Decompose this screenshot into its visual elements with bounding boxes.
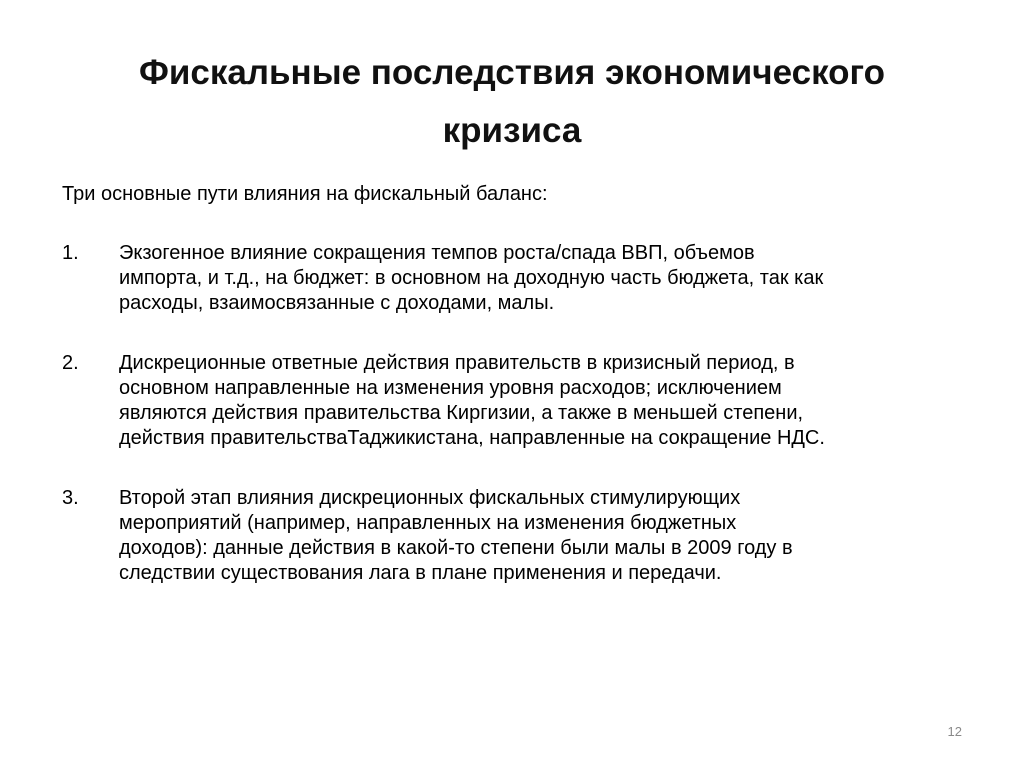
list-item-line: Дискреционные ответные действия правительств в кризисный период, в [119,352,795,374]
list-item-line: Экзогенное влияние сокращения темпов роста/спада ВВП, объемов [119,242,755,264]
list-item-line: следствии существования лага в плане применения и передачи. [119,562,722,584]
slide-title-line-2: кризиса [442,111,582,150]
list-item-line: основном направленные на изменения уровня расходов; исключением [119,377,782,399]
slide-body [62,182,962,621]
slide-title-line-1: Фискальные последствия экономического [138,53,886,92]
list-item-line: действия правительстваТаджикистана, направленные на сокращение НДС. [119,427,825,449]
list-item-3 [62,486,962,586]
list-item-line: мероприятий (например, направленных на изменения бюджетных [119,512,737,534]
list-item-line: являются действия правительства Киргизии, а также в меньшей степени, [119,402,804,424]
list-item-line: Второй этап влияния дискреционных фискальных стимулирующих [119,487,741,509]
list-item-number: 3. [62,487,79,509]
list-item-number: 2. [62,352,79,374]
list-item-2 [62,351,962,451]
list-item-text [119,351,962,451]
list-item-number: 1. [62,242,79,264]
intro-text: Три основные пути влияния на фискальный баланс: [62,183,548,205]
list-item-1 [62,241,962,316]
page-number: 12 [947,724,962,739]
slide-title [60,44,964,160]
list-item-line: доходов): данные действия в какой-то степени были малы в 2009 году в [119,537,793,559]
numbered-list [62,241,962,586]
list-item-text [119,486,962,586]
list-item-line: расходы, взаимосвязанные с доходами, малы. [119,292,555,314]
list-item-line: импорта, и т.д., на бюджет: в основном на доходную часть бюджета, так как [119,267,824,289]
list-item-text [119,241,962,316]
